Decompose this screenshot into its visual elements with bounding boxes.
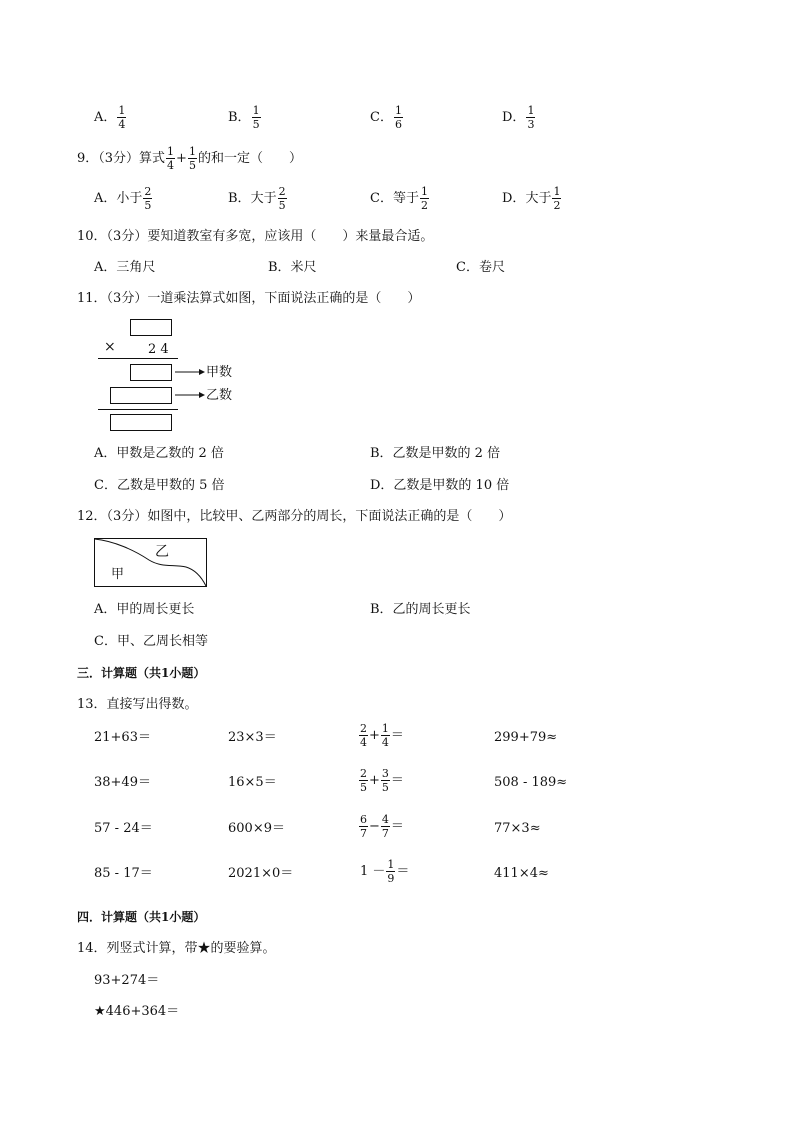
q8-option-a[interactable]: A． $\frac{1}{4}$ [94,104,126,131]
fraction: $\frac{1}{5}$ [188,145,196,172]
calc-item: 21+63＝ [94,730,151,745]
q10-option-c[interactable]: C．卷尺 [456,260,505,275]
calc-item: 411×4≈ [494,866,549,881]
calc-item: 2021×0＝ [228,866,294,881]
calc-item-fraction: 1 － $\frac{1}{9}$ ＝ [360,858,410,885]
calc-item: 38+49＝ [94,775,151,790]
q11-option-a[interactable]: A．甲数是乙数的 2 倍 [94,446,224,461]
q10-option-a[interactable]: A．三角尺 [94,260,156,275]
q11-stem: 11．（3分）一道乘法算式如图，下面说法正确的是（ ） [77,291,421,306]
figure-rule [98,358,178,359]
calc-item: 57 - 24＝ [94,821,153,836]
q13-stem: 13．直接写出得数。 [77,697,198,712]
q12-option-c[interactable]: C．甲、乙周长相等 [94,634,208,649]
fraction: $\frac{1}{2}$ [553,185,561,212]
calc-item: 508 - 189≈ [494,775,568,790]
vertical-calc-item: ★446+364＝ [94,1004,180,1019]
partial-product-b-box [110,387,172,404]
q9-option-c[interactable]: C．等于 $\frac{1}{2}$ [370,185,428,212]
fraction: $\frac{1}{5}$ [252,104,260,131]
q8-option-c[interactable]: C． $\frac{1}{6}$ [370,104,402,131]
calc-item: 85 - 17＝ [94,866,153,881]
q9-option-a[interactable]: A．小于 $\frac{2}{5}$ [94,185,152,212]
calc-item-fraction: $\frac{2}{4}$ + $\frac{1}{4}$ ＝ [360,722,404,749]
q12-option-a[interactable]: A．甲的周长更长 [94,602,195,617]
q9-stem: 9．（3分）算式 $\frac{1}{4}$ + $\frac{1}{5}$ 的和一定（ ） [77,145,302,172]
q9-option-b[interactable]: B．大于 $\frac{2}{5}$ [228,185,286,212]
q9-option-d[interactable]: D．大于 $\frac{1}{2}$ [502,185,561,212]
fraction: $\frac{2}{5}$ [144,185,152,212]
calc-item-fraction: $\frac{6}{7}$ − $\frac{4}{7}$ ＝ [360,813,404,840]
calc-item: 16×5＝ [228,775,277,790]
q11-option-d[interactable]: D．乙数是甲数的 10 倍 [370,478,510,493]
arrow-right-icon [174,367,206,377]
calc-item: 23×3＝ [228,730,277,745]
calc-item-fraction: $\frac{2}{5}$ + $\frac{3}{5}$ ＝ [360,767,404,794]
partial-product-a-box [130,364,172,381]
fraction: $\frac{1}{3}$ [527,104,535,131]
fraction: $\frac{1}{4}$ [118,104,126,131]
calc-item: 77×3≈ [494,821,541,836]
fraction: $\frac{1}{4}$ [167,145,175,172]
calc-item: 299+79≈ [494,730,558,745]
product-box [110,414,172,431]
section-4-title: 四．计算题（共1小题） [77,910,206,924]
q8-option-d[interactable]: D． $\frac{1}{3}$ [502,104,535,131]
label-yi-number: 乙数 [206,388,233,403]
q11-option-c[interactable]: C．乙数是甲数的 5 倍 [94,478,225,493]
label-jia: 甲 [111,567,125,582]
times-sign: × [104,339,116,355]
q10-stem: 10．（3分）要知道教室有多宽，应该用（ ）来量最合适。 [77,229,434,244]
q12-stem: 12．（3分）如图中，比较甲、乙两部分的周长，下面说法正确的是（ ） [77,509,512,524]
fraction: $\frac{1}{2}$ [420,185,428,212]
q12-option-b[interactable]: B．乙的周长更长 [370,602,471,617]
calc-item: 600×9＝ [228,821,285,836]
label-jia-number: 甲数 [206,365,233,380]
q14-stem: 14．列竖式计算，带★的要验算。 [77,941,276,956]
q10-option-b[interactable]: B．米尺 [268,260,317,275]
multiplicand-box [130,319,172,336]
fraction: $\frac{1}{6}$ [394,104,402,131]
figure-rule [98,409,178,410]
q8-option-b[interactable]: B． $\frac{1}{5}$ [228,104,260,131]
vertical-calc-item: 93+274＝ [94,973,160,988]
multiplier-text: 2 4 [148,342,169,357]
arrow-right-icon [174,390,206,400]
q11-option-b[interactable]: B．乙数是甲数的 2 倍 [370,446,501,461]
section-3-title: 三．计算题（共1小题） [77,666,206,680]
fraction: $\frac{2}{5}$ [278,185,286,212]
label-yi: 乙 [155,544,169,560]
